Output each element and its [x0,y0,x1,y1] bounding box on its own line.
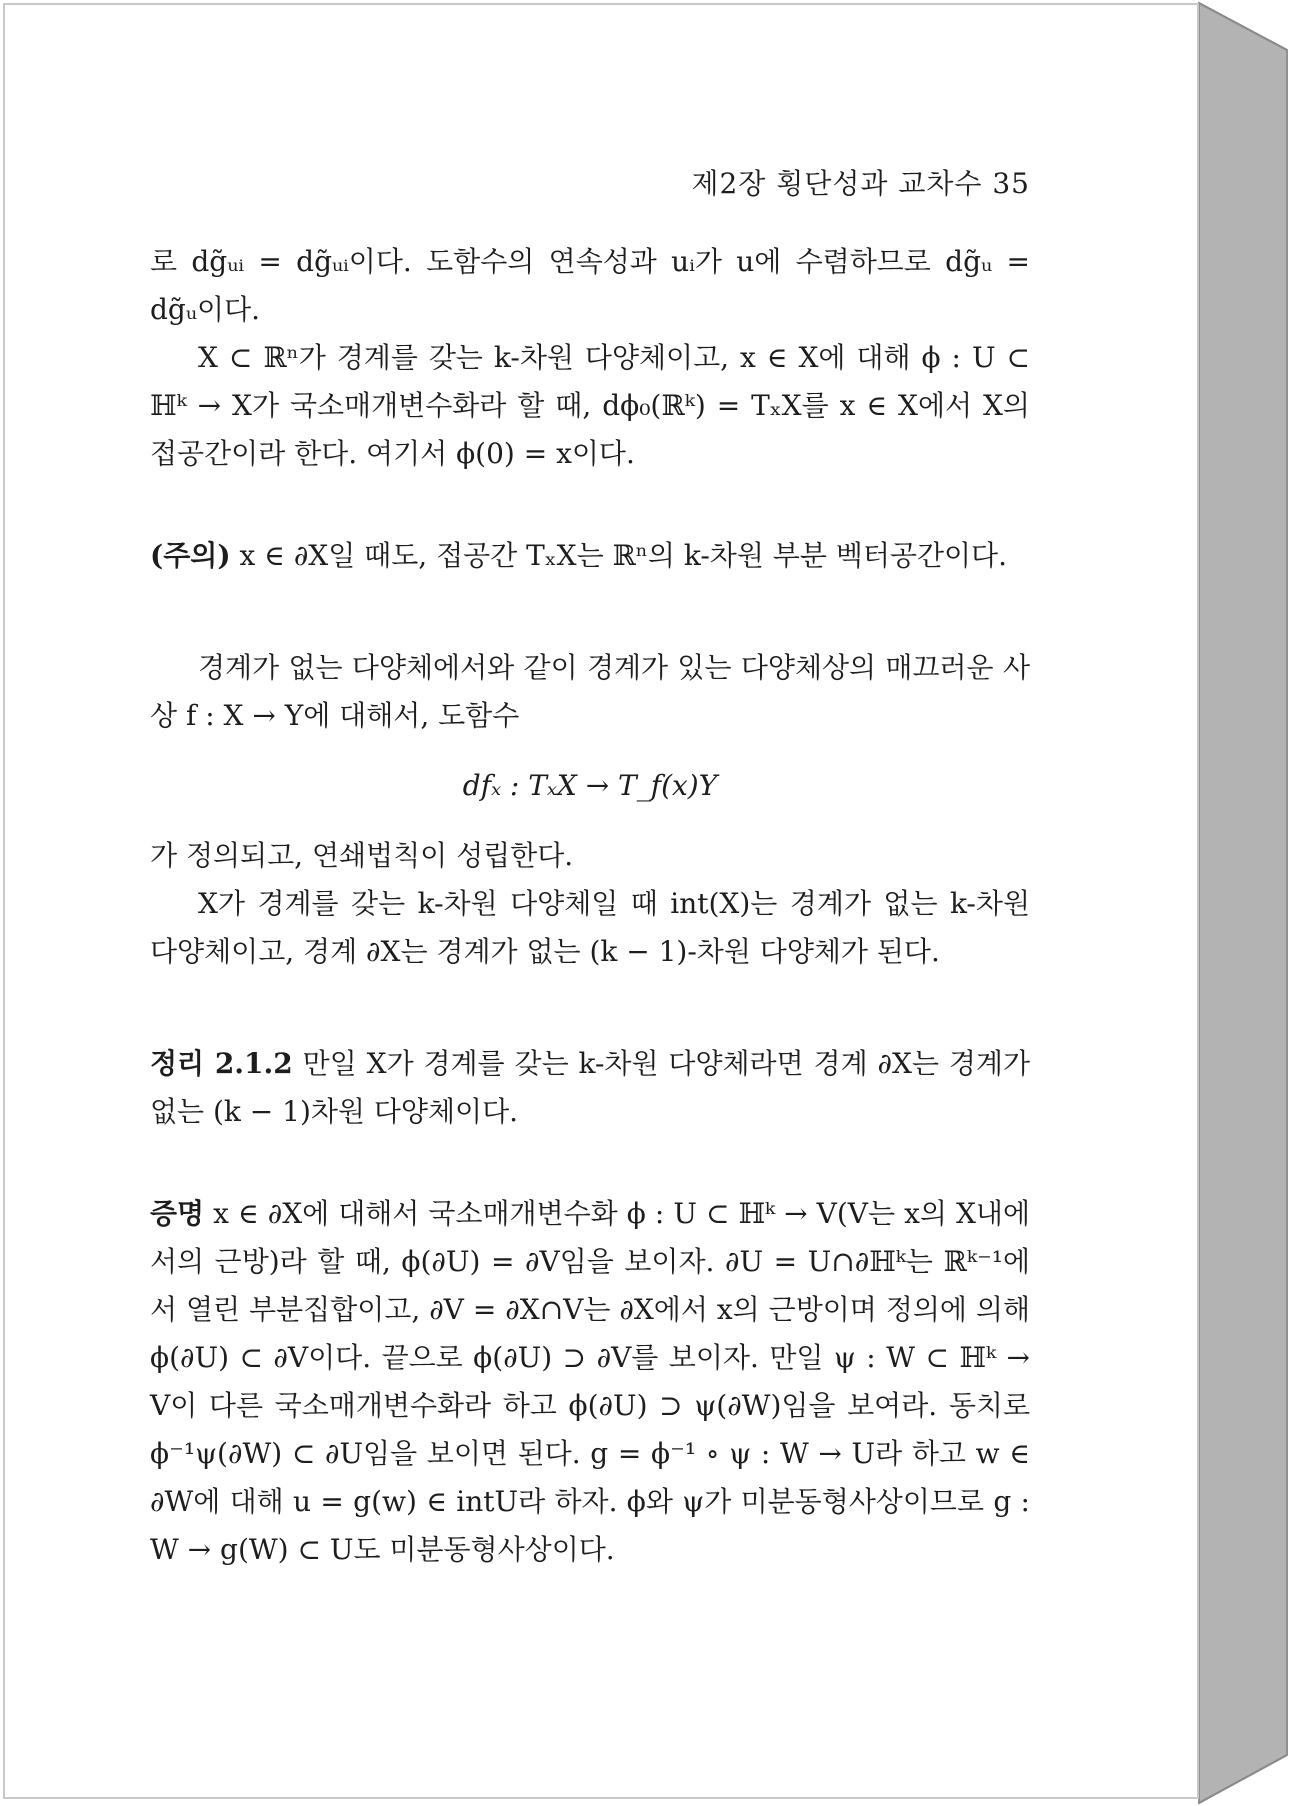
theorem-label: 정리 2.1.2 [150,1047,293,1080]
paragraph-chain-rule: 가 정의되고, 연쇄법칙이 성립한다. [150,839,574,872]
derivative-formula: dfₓ : TₓX → T_f(x)Y [462,769,718,802]
running-head: 제2장 횡단성과 교차수 35 [691,167,1030,200]
remark [150,532,1030,580]
paragraph-boundary-manifold: X가 경계를 갖는 k-차원 다양체일 때 int(X)는 경계가 없는 k-차원 다양체이고, 경계 ∂X는 경계가 없는 (k − 1)-차원 다양체가 된다. [150,887,1030,968]
proof-text: x ∈ ∂X에 대해서 국소매개변수화 ϕ : U ⊂ ℍᵏ → V(V는 x의 X내에서의 근방)라 할 때, ϕ(∂U) = ∂V임을 보이자. ∂U = U∩∂ℍᵏ는 ℝᵏ⁻¹에서 열린 부분집합이고, ∂V = ∂X∩V는 ∂X에서 x의 근방이며 정의에 의해 ϕ(∂U) ⊂ ∂V이다. 끝으로 ϕ(∂U) ⊃ ∂V를 보이자. 만일 ψ : W ⊂ ℍᵏ → V이 다른 국소매개변수화라 하고 ϕ(∂U) ⊃ ψ(∂W)임을 보여라. 동치로 ϕ⁻¹ψ(∂W) ⊂ ∂U임을 보이면 된다. g = ϕ⁻¹ ∘ ψ : W → U라 하고 w ∈ ∂W에 대해 u = g(w) ∈ intU라 하자. ϕ와 ψ가 미분동형사상이므로 g : W → g(W) ⊂ U도 미분동형사상이다. [150,1197,1030,1566]
theorem [150,1040,1030,1136]
paragraph-smooth-map: 경계가 없는 다양체에서와 같이 경계가 있는 다양체상의 매끄러운 사상 f : X → Y에 대해서, 도함수 [150,651,1030,732]
page-content [150,160,1030,1574]
proof-label: 증명 [150,1197,205,1230]
proof [150,1190,1030,1574]
remark-label: (주의) [150,539,231,572]
theorem-text: 만일 X가 경계를 갖는 k-차원 다양체라면 경계 ∂X는 경계가 없는 (k − 1)차원 다양체이다. [150,1047,1030,1128]
paragraph-derivative-continuity: 로 dg̃ᵤᵢ = dg̃ᵤᵢ이다. 도함수의 연속성과 uᵢ가 u에 수렴하므로 dg̃ᵤ = dg̃ᵤ이다. [150,245,1030,326]
remark-text: x ∈ ∂X일 때도, 접공간 TₓX는 ℝⁿ의 k-차원 부분 벡터공간이다. [230,539,1007,572]
paragraph-tangent-space-definition: X ⊂ ℝⁿ가 경계를 갖는 k-차원 다양체이고, x ∈ X에 대해 ϕ : U ⊂ ℍᵏ → X가 국소매개변수화라 할 때, dϕ₀(ℝᵏ) = TₓX를 x ∈ X에서 X의 접공간이라 한다. 여기서 ϕ(0) = x이다. [150,341,1030,470]
